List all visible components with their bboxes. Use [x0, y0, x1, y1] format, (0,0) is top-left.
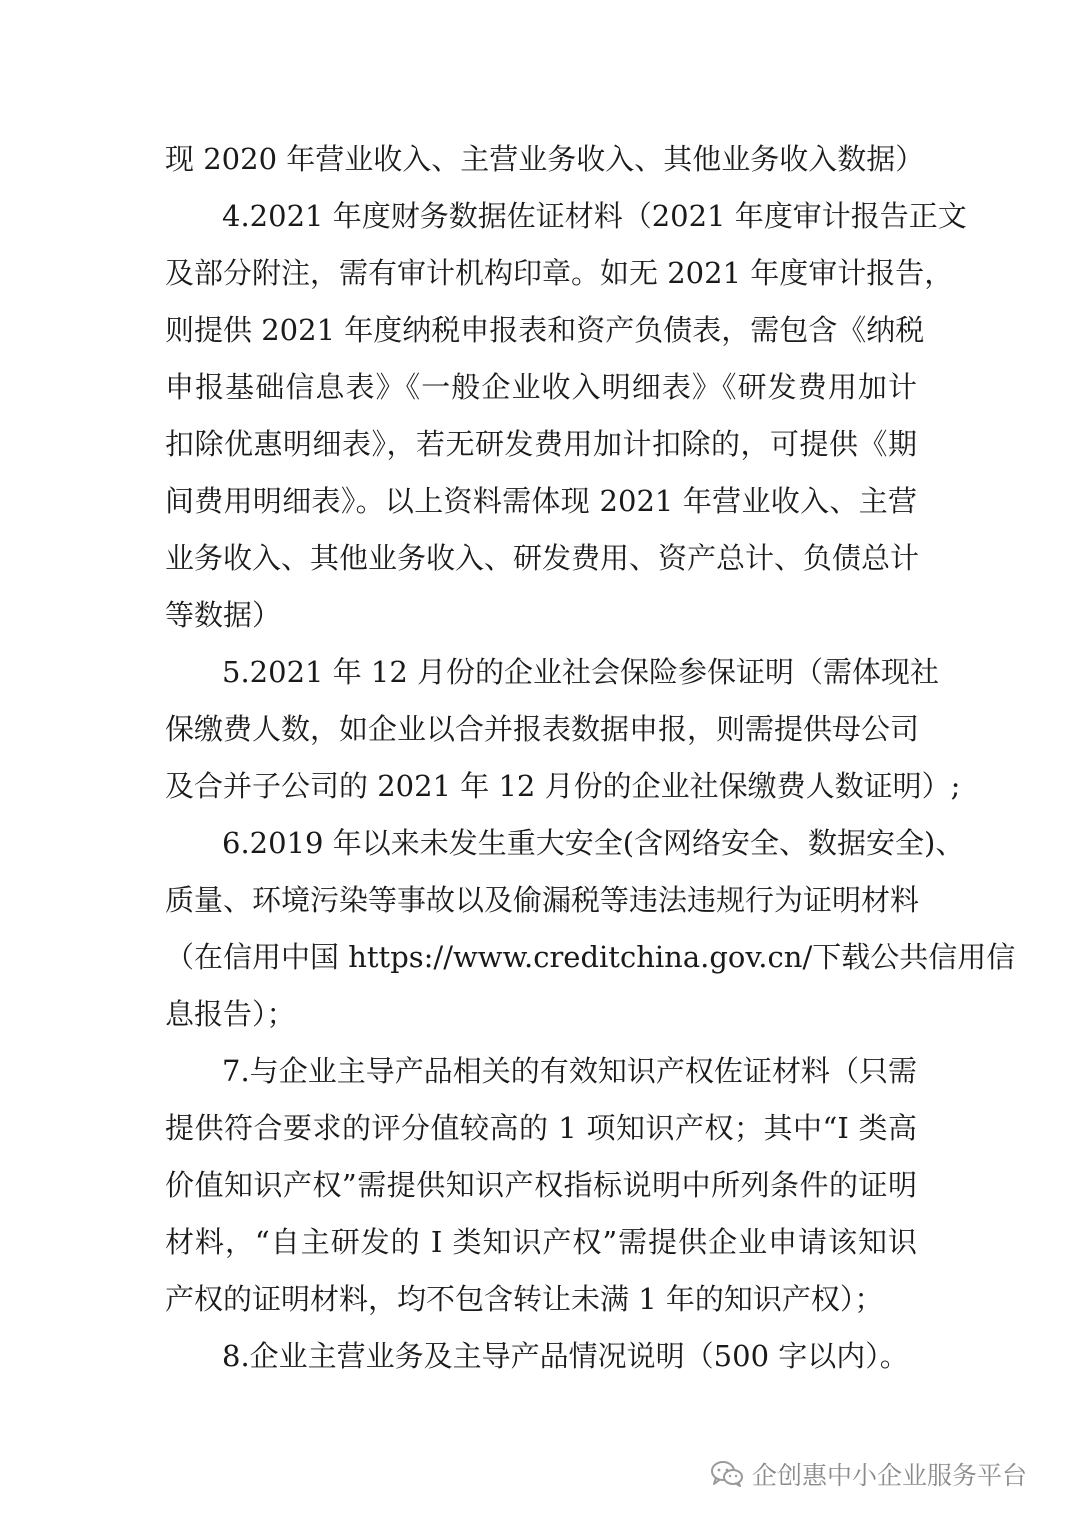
paragraph-line: 价值知识产权”需提供知识产权指标说明中所列条件的证明: [165, 1168, 917, 1202]
wechat-icon: [710, 1460, 744, 1488]
paragraph-line: 扣除优惠明细表》，若无研发费用加计扣除的，可提供《期: [165, 427, 917, 461]
paragraph-line: 7.与企业主导产品相关的有效知识产权佐证材料（只需: [222, 1054, 917, 1088]
paragraph-line: 业务收入、其他业务收入、研发费用、资产总计、负债总计: [165, 541, 920, 575]
paragraph-line: 申报基础信息表》《一般企业收入明细表》《研发费用加计: [165, 370, 917, 404]
paragraph-line: 8.企业主营业务及主导产品情况说明（500 字以内）。: [222, 1339, 909, 1373]
watermark: [710, 1458, 1027, 1490]
paragraph-line: 5.2021 年 12 月份的企业社会保险参保证明（需体现社: [222, 655, 940, 689]
paragraph-line: （在信用中国 https://www.creditchina.gov.cn/下载公共信用信: [165, 940, 1016, 974]
paragraph-line: 4.2021 年度财务数据佐证材料（2021 年度审计报告正文: [222, 199, 967, 233]
paragraph-line: 质量、环境污染等事故以及偷漏税等违法违规行为证明材料: [165, 883, 920, 917]
watermark-text: 企创惠中小企业服务平台: [752, 1461, 1028, 1490]
paragraph-line: 材料，“自主研发的 I 类知识产权”需提供企业申请该知识: [165, 1225, 917, 1259]
paragraph-line: 及部分附注，需有审计机构印章。如无 2021 年度审计报告，: [165, 256, 954, 290]
paragraph-line: 产权的证明材料，均不包含转让未满 1 年的知识产权）；: [165, 1282, 884, 1316]
paragraph-line: 等数据）: [165, 598, 282, 632]
paragraph-line: 及合并子公司的 2021 年 12 月份的企业社保缴费人数证明）;: [165, 769, 961, 803]
paragraph-line: 6.2019 年以来未发生重大安全(含网络安全、数据安全)、: [222, 826, 965, 860]
paragraph-line: 则提供 2021 年度纳税申报表和资产负债表，需包含《纳税: [165, 313, 925, 347]
paragraph-line: 息报告）；: [165, 997, 296, 1031]
paragraph-line: 保缴费人数，如企业以合并报表数据申报，则需提供母公司: [165, 712, 920, 746]
paragraph-line: 间费用明细表》。以上资料需体现 2021 年营业收入、主营: [165, 484, 917, 518]
paragraph-line: 现 2020 年营业收入、主营业务收入、其他业务收入数据）: [165, 142, 925, 176]
paragraph-line: 提供符合要求的评分值较高的 1 项知识产权；其中“I 类高: [165, 1111, 917, 1145]
